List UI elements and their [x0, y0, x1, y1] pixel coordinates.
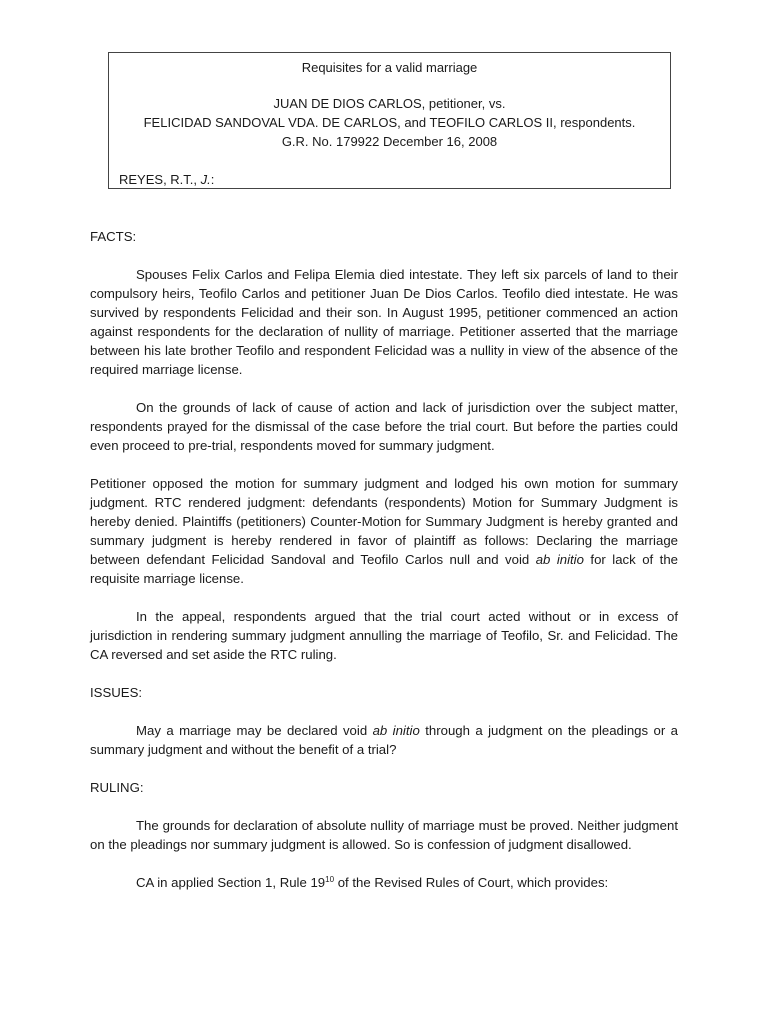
issue-question-end: through a judgment on the pleadings or a summary judgment and without the benefit of a trial?: [90, 723, 678, 757]
petitioner-line: JUAN DE DIOS CARLOS, petitioner, vs.: [273, 96, 506, 111]
case-topic-title: Requisites for a valid marriage: [301, 60, 478, 75]
facts-paragraph-2: On the grounds of lack of cause of action and lack of jurisdiction over the subject matter, respondents prayed for the dismissal of the case before the trial court. But before the parties could even proceed to pre-trial, respondents moved for summary judgment.: [90, 400, 678, 453]
ponente-suffix: J.: [200, 172, 211, 187]
facts-paragraph-4: In the appeal, respondents argued that the trial court acted without or in excess of jurisdiction in rendering summary judgment annulling the marriage of Teofilo, Sr. and Felicidad. The CA reversed and set aside the RTC ruling.: [90, 609, 678, 662]
ponente-colon: :: [210, 172, 215, 187]
ruling-paragraph-1: The grounds for declaration of absolute nullity of marriage must be proved. Neither judgment on the pleadings nor summary judgment is allowed. So is confession of judgment disallowed.: [90, 818, 678, 852]
issue-question-text: May a marriage may be declared void: [136, 723, 373, 738]
issue-question: [90, 721, 678, 759]
facts-paragraph-3-italic: ab initio: [535, 552, 584, 567]
document-body: [90, 227, 678, 892]
respondents-line: FELICIDAD SANDOVAL VDA. DE CARLOS, and TEOFILO CARLOS II, respondents.: [143, 115, 636, 130]
ponente-name: REYES, R.T.,: [119, 172, 201, 187]
ruling-heading: RULING:: [90, 780, 144, 795]
issue-question-italic: ab initio: [372, 723, 420, 738]
case-header-box: [108, 52, 671, 189]
ponente-line: [119, 172, 214, 188]
issues-heading: ISSUES:: [90, 685, 143, 700]
facts-heading: FACTS:: [90, 229, 137, 244]
facts-paragraph-1: Spouses Felix Carlos and Felipa Elemia died intestate. They left six parcels of land to their compulsory heirs, Teofilo Carlos and petitioner Juan De Dios Carlos. Teofilo died intestate. He was survived by respondents Felicidad and their son. In August 1995, petitioner commenced an action against respondents for the declaration of nullity of marriage. Petitioner asserted that the marriage between his late brother Teofilo and respondent Felicidad was a nullity in view of the absence of the required marriage license.: [90, 267, 678, 377]
facts-paragraph-3-end: for lack of the requisite marriage license.: [90, 552, 678, 586]
facts-paragraph-3-text: Petitioner opposed the motion for summary judgment and lodged his own motion for summary judgment. RTC rendered judgment: defendants (respondents) Motion for Summary Judgment is hereby denied. Plaintiffs (petitioners) Counter-Motion for Summary Judgment is hereby granted and summary judgment is hereby rendered in favor of plaintiff as follows: Declaring the marriage between defendant Felicidad Sandoval and Teofilo Carlos null and void: [90, 476, 678, 567]
ruling-paragraph-2-text: CA in applied Section 1, Rule 19: [136, 875, 326, 890]
ruling-paragraph-2: [90, 873, 678, 892]
footnote-reference: 10: [325, 875, 335, 884]
facts-paragraph-3: [90, 474, 678, 588]
case-number: G.R. No. 179922 December 16, 2008: [281, 134, 498, 149]
ruling-paragraph-2-end: of the Revised Rules of Court, which provides:: [334, 875, 609, 890]
